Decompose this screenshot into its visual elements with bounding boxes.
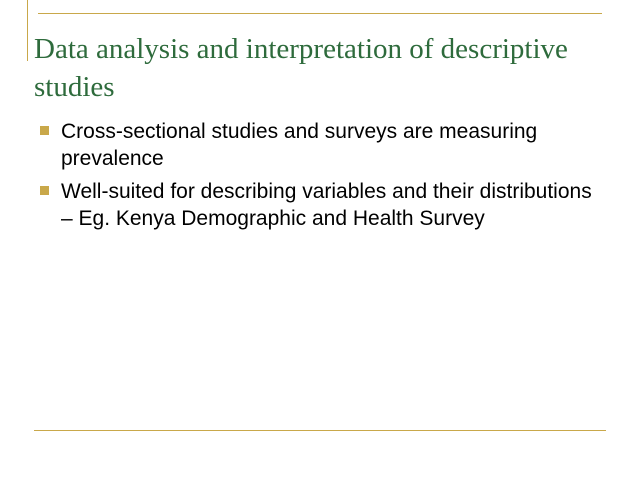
square-bullet-icon [40, 126, 49, 135]
slide-title: Data analysis and interpretation of descriptive studies [34, 33, 568, 103]
bottom-divider [34, 430, 606, 431]
top-divider [38, 13, 602, 14]
bullet-item [40, 118, 600, 172]
bullet-list [40, 118, 600, 238]
bullet-text: Well-suited for describing variables and their distributions – Eg. Kenya Demographic and Health Survey [61, 180, 592, 230]
left-divider [27, 0, 28, 61]
bullet-item [40, 178, 600, 232]
square-bullet-icon [40, 186, 49, 195]
bullet-text: Cross-sectional studies and surveys are measuring prevalence [61, 120, 538, 170]
